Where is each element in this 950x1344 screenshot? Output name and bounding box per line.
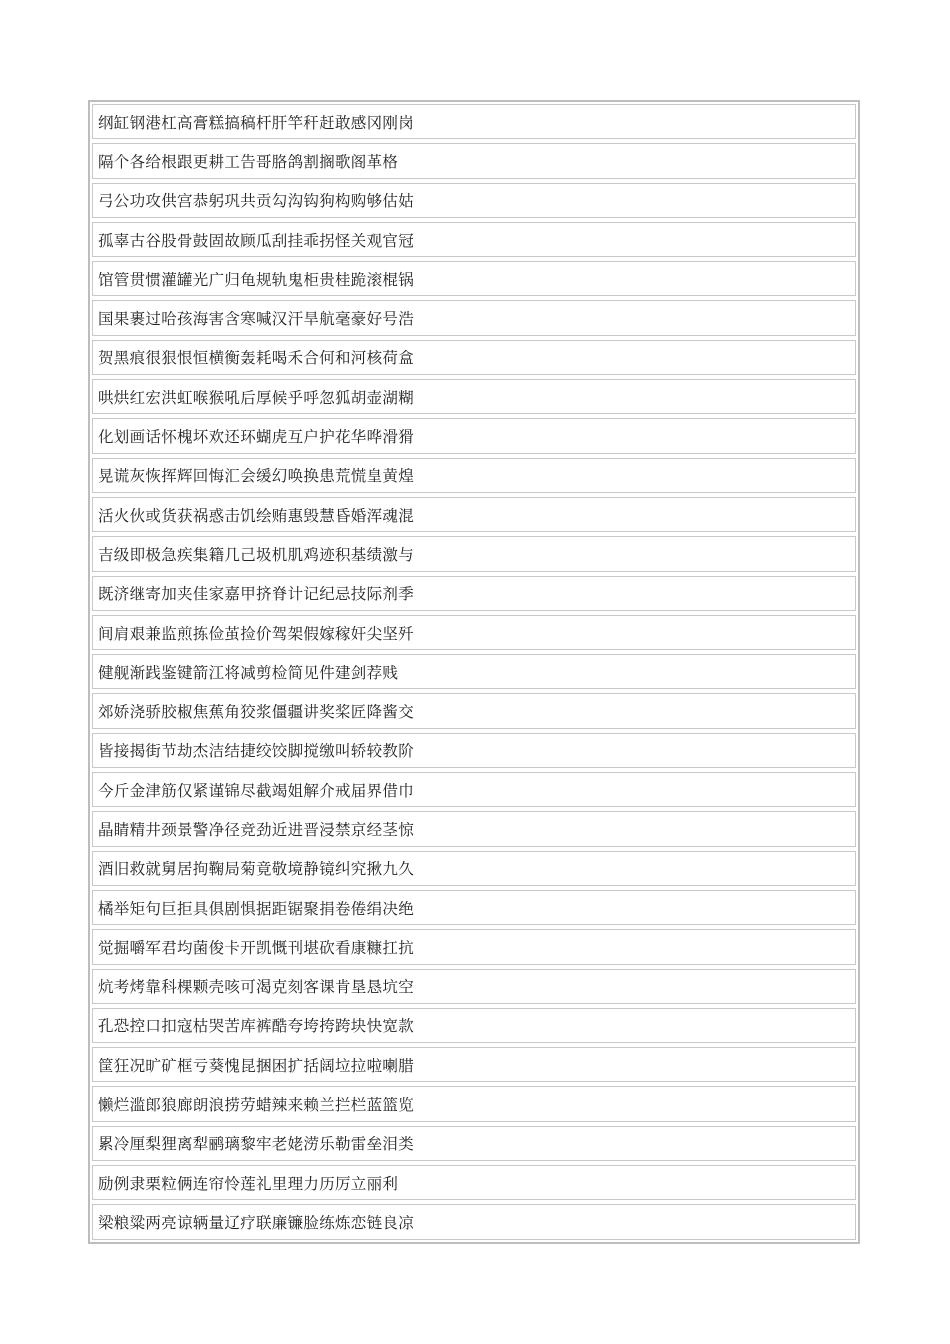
table-row: 皆接揭街节劫杰洁结捷绞饺脚搅缴叫轿较教阶	[92, 733, 856, 768]
table-row: 累冷厘梨狸离犁鹂璃黎牢老姥涝乐勒雷垒泪类	[92, 1126, 856, 1161]
table-row: 觉掘嚼军君均菌俊卡开凯慨刊堪砍看康糠扛抗	[92, 929, 856, 964]
table-row: 晃谎灰恢挥辉回悔汇会缓幻唤换患荒慌皇黄煌	[92, 458, 856, 493]
table-row: 梁粮粱两亮谅辆量辽疗联廉镰脸练炼恋链良凉	[92, 1204, 856, 1239]
table-row: 炕考烤靠科棵颗壳咳可渴克刻客课肯垦恳坑空	[92, 969, 856, 1004]
table-row: 酒旧救就舅居拘鞠局菊竟敬境静镜纠究揪九久	[92, 851, 856, 886]
table-row: 孤辜古谷股骨鼓固故顾瓜刮挂乖拐怪关观官冠	[92, 222, 856, 257]
table-row: 励例隶栗粒俩连帘怜莲礼里理力历厉立丽利	[92, 1165, 856, 1200]
character-table	[88, 100, 860, 1244]
table-row: 馆管贯惯灌罐光广归龟规轨鬼柜贵桂跪滚棍锅	[92, 261, 856, 296]
table-row: 隔个各给根跟更耕工告哥胳鸽割搁歌阁革格	[92, 143, 856, 178]
table-row: 吉级即极急疾集籍几己圾机肌鸡迹积基绩激与	[92, 536, 856, 571]
table-row: 筐狂况旷矿框亏葵愧昆捆困扩括阔垃拉啦喇腊	[92, 1047, 856, 1082]
table-row: 今斤金津筋仅紧谨锦尽截竭姐解介戒届界借巾	[92, 772, 856, 807]
table-row: 间肩艰兼监煎拣俭茧捡价驾架假嫁稼奸尖坚歼	[92, 615, 856, 650]
table-row: 贺黑痕很狠恨恒横衡轰耗喝禾合何和河核荷盒	[92, 340, 856, 375]
table-row: 活火伙或货获祸惑击饥绘贿惠毁慧昏婚浑魂混	[92, 497, 856, 532]
table-row: 纲缸钢港杠高膏糕搞稿杆肝竿秆赶敢感冈刚岗	[92, 104, 856, 139]
table-row: 既济继寄加夹佳家嘉甲挤脊计记纪忌技际剂季	[92, 576, 856, 611]
table-row: 弓公功攻供宫恭躬巩共贡勾沟钩狗构购够估姑	[92, 183, 856, 218]
table-row: 郊娇浇骄胶椒焦蕉角狡浆僵疆讲奖桨匠降酱交	[92, 693, 856, 728]
table-row: 化划画话怀槐坏欢还环蝴虎互户护花华哗滑猾	[92, 418, 856, 453]
table-row: 橘举矩句巨拒具俱剧惧据距锯聚捐卷倦绢决绝	[92, 890, 856, 925]
table-row: 懒烂滥郎狼廊朗浪捞劳蜡辣来赖兰拦栏蓝篮览	[92, 1086, 856, 1121]
table-row: 健舰渐践鉴键箭江将减剪检简见件建剑荐贱	[92, 654, 856, 689]
table-row: 国果裹过哈孩海害含寒喊汉汗旱航毫豪好号浩	[92, 300, 856, 335]
table-row: 孔恐控口扣寇枯哭苦库裤酷夸垮挎跨块快宽款	[92, 1008, 856, 1043]
table-row: 哄烘红宏洪虹喉猴吼后厚候乎呼忽狐胡壶湖糊	[92, 379, 856, 414]
table-row: 晶睛精井颈景警净径竞劲近进晋浸禁京经茎惊	[92, 811, 856, 846]
